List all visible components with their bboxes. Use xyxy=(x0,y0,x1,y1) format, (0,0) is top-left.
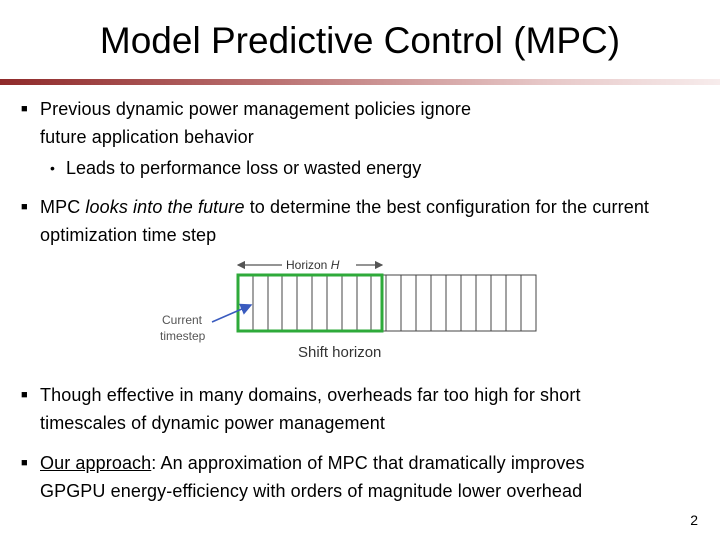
square-bullet-icon: ■ xyxy=(21,457,28,469)
title-divider xyxy=(0,79,720,85)
shift-horizon-label: Shift horizon xyxy=(298,344,382,361)
current-timestep-label-line1: Current xyxy=(162,313,203,327)
dot-bullet-icon: • xyxy=(50,160,55,176)
bullet-line: future application behavior xyxy=(40,127,254,147)
horizon-window xyxy=(238,275,382,331)
bullet-previous-policies xyxy=(21,95,472,151)
bullet-mpc-future xyxy=(21,193,650,249)
bullet-line: GPGPU energy-efficiency with orders of magnitude lower overhead xyxy=(40,481,583,501)
sub-bullet-text: Leads to performance loss or wasted energy xyxy=(66,158,422,178)
square-bullet-icon: ■ xyxy=(21,103,28,115)
bullet-line: Though effective in many domains, overheads far too high for short xyxy=(40,385,581,405)
bullet-line xyxy=(40,449,585,477)
timestep-grid xyxy=(238,275,536,331)
bullet-line: Previous dynamic power management policies ignore xyxy=(40,99,472,119)
bullet-our-approach xyxy=(21,449,585,505)
bullet-text-italic: looks into the future xyxy=(85,197,245,217)
slide-title: Model Predictive Control (MPC) xyxy=(99,20,621,61)
bullet-line: timescales of dynamic power management xyxy=(40,413,385,433)
bullet-text-suffix: : An approximation of MPC that dramatically improves xyxy=(151,453,585,473)
square-bullet-icon: ■ xyxy=(21,201,28,213)
square-bullet-icon: ■ xyxy=(21,389,28,401)
bullet-text-suffix: to determine the best configuration for the current xyxy=(244,197,650,217)
horizon-label: Horizon H xyxy=(286,258,340,272)
bullet-text-prefix: MPC xyxy=(40,197,86,217)
page-number: 2 xyxy=(690,512,698,528)
bullet-text-underlined: Our approach xyxy=(40,453,152,473)
current-timestep-arrow xyxy=(212,305,251,322)
bullet-line: optimization time step xyxy=(40,225,217,245)
bullet-overheads xyxy=(21,381,581,437)
sub-bullet-performance-loss xyxy=(50,154,422,182)
bullet-line xyxy=(40,193,649,221)
current-timestep-label-line2: timestep xyxy=(160,329,206,343)
mpc-horizon-diagram xyxy=(150,244,570,370)
